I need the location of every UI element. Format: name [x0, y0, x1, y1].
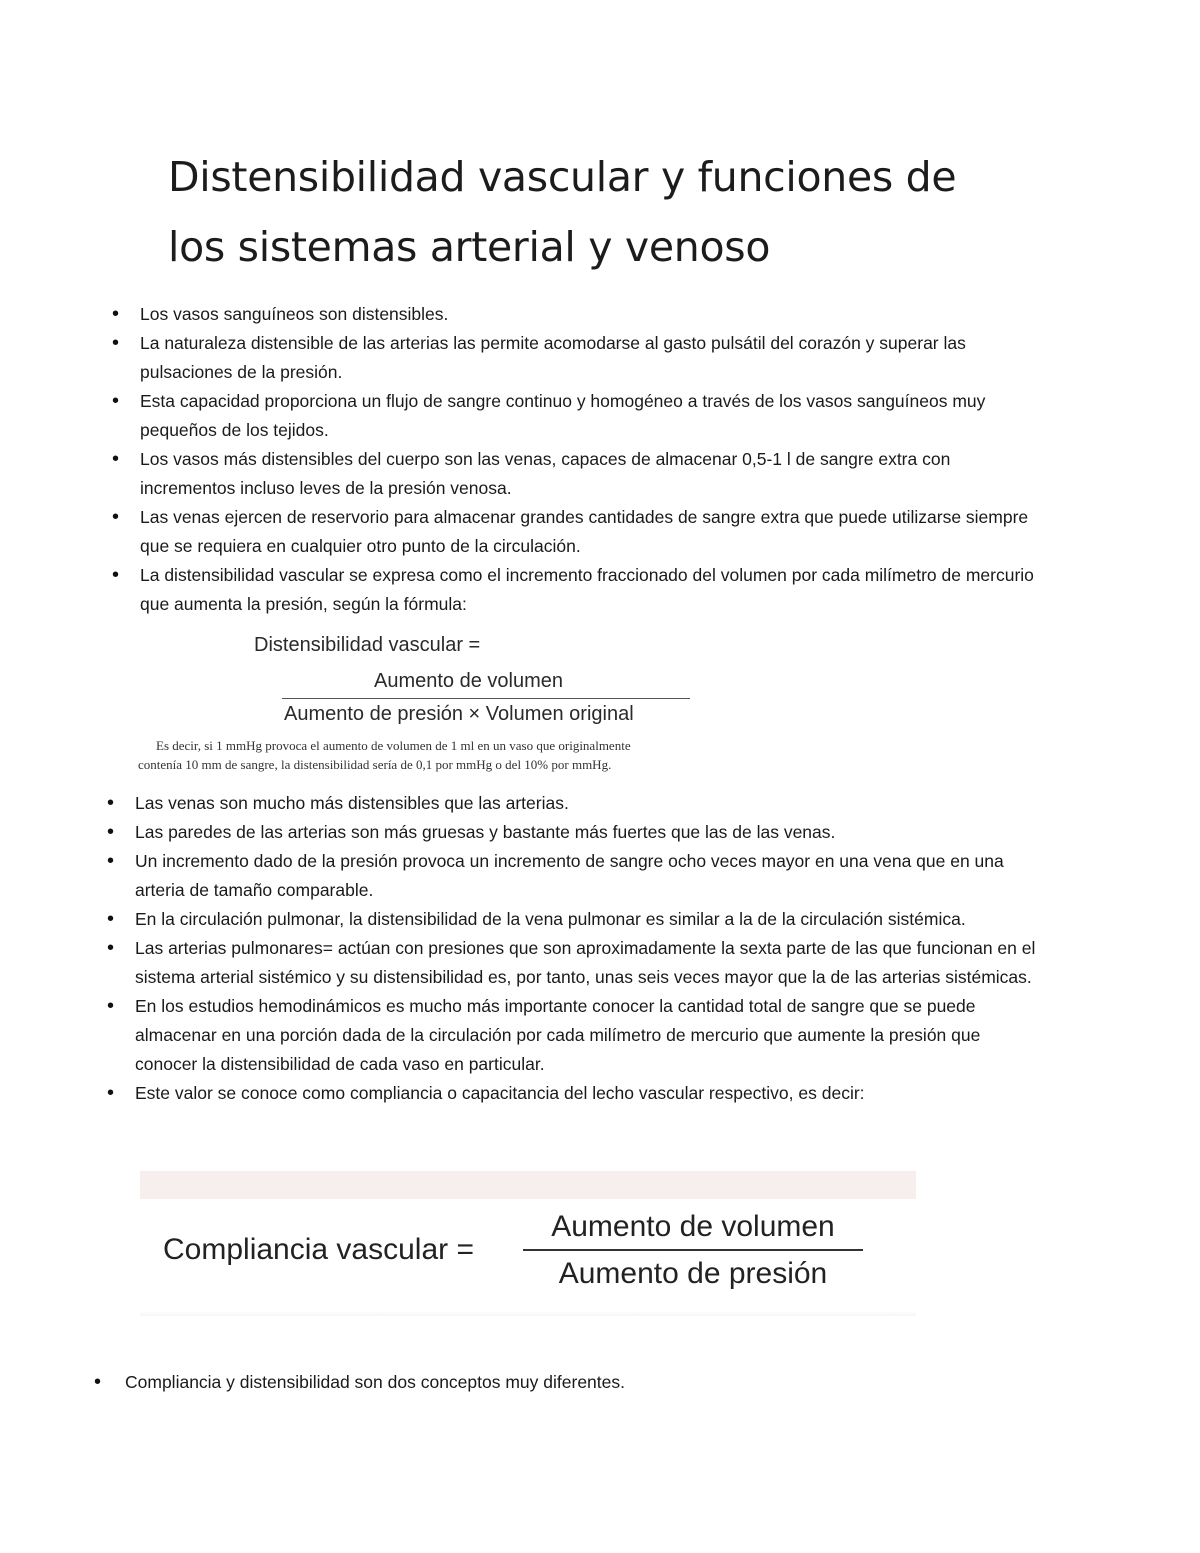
list-item: • Las venas ejercen de reservorio para almacenar grandes cantidades de sangre extra que puede utilizarse siempre que se requiera en cualquier otro punto de la circulación. [100, 503, 1050, 561]
list-item: • Las arterias pulmonares= actúan con presiones que son aproximadamente la sexta parte de las que funcionan en el sistema arterial sistémico y su distensibilidad es, por tanto, unas seis veces mayor que la de las arterias sistémicas. [95, 934, 1045, 992]
distensibility-formula [254, 630, 714, 729]
formula-fraction [523, 1208, 863, 1293]
formula-lhs: Distensibilidad vascular = [254, 634, 481, 656]
bullet-list-1 [100, 300, 1050, 619]
bullet-list-3 [82, 1368, 1032, 1397]
list-item: • Esta capacidad proporciona un flujo de sangre continuo y homogéneo a través de los vasos sanguíneos muy pequeños de los tejidos. [100, 387, 1050, 445]
formula-example-note [138, 736, 818, 774]
note-line-2: contenía 10 mm de sangre, la distensibilidad sería de 0,1 por mmHg o del 10% por mmHg. [138, 757, 612, 772]
formula-denominator: Aumento de presión × Volumen original [284, 703, 634, 725]
note-line-1: Es decir, si 1 mmHg provoca el aumento de volumen de 1 ml en un vaso que originalmente [156, 738, 631, 753]
fraction-bar [523, 1249, 863, 1251]
bullet-list-2 [95, 789, 1045, 1108]
title-line-2: los sistemas arterial y venoso [168, 223, 771, 271]
list-item: • Las paredes de las arterias son más gruesas y bastante más fuertes que las de las venas. [95, 818, 1045, 847]
list-item: • Los vasos sanguíneos son distensibles. [100, 300, 1050, 329]
list-item: • En los estudios hemodinámicos es mucho más importante conocer la cantidad total de sangre que se puede almacenar en una porción dada de la circulación por cada milímetro de mercurio que aumente la presión que conocer la distensibilidad de cada vaso en particular. [95, 992, 1045, 1079]
list-item: • Compliancia y distensibilidad son dos conceptos muy diferentes. [82, 1368, 1032, 1397]
formula-denominator: Aumento de presión [558, 1257, 828, 1290]
list-item: • En la circulación pulmonar, la distensibilidad de la vena pulmonar es similar a la de la circulación sistémica. [95, 905, 1045, 934]
formula-numerator: Aumento de volumen [374, 670, 564, 692]
list-item: • La distensibilidad vascular se expresa como el incremento fraccionado del volumen por cada milímetro de mercurio que aumenta la presión, según la fórmula: [100, 561, 1050, 619]
title-line-1: Distensibilidad vascular y funciones de [168, 153, 957, 201]
list-item: • Las venas son mucho más distensibles que las arterias. [95, 789, 1045, 818]
page-title [168, 142, 1068, 282]
formula-numerator: Aumento de volumen [551, 1210, 835, 1243]
list-item: • La naturaleza distensible de las arterias las permite acomodarse al gasto pulsátil del corazón y superar las pulsaciones de la presión. [100, 329, 1050, 387]
list-item: • Los vasos más distensibles del cuerpo son las venas, capaces de almacenar 0,5-1 l de sangre extra con incrementos incluso leves de la presión venosa. [100, 445, 1050, 503]
list-item: • Este valor se conoce como compliancia o capacitancia del lecho vascular respectivo, es decir: [95, 1079, 1045, 1108]
list-item: • Un incremento dado de la presión provoca un incremento de sangre ocho veces mayor en una vena que en una arteria de tamaño comparable. [95, 847, 1045, 905]
formula-lhs: Compliancia vascular = [163, 1233, 474, 1266]
